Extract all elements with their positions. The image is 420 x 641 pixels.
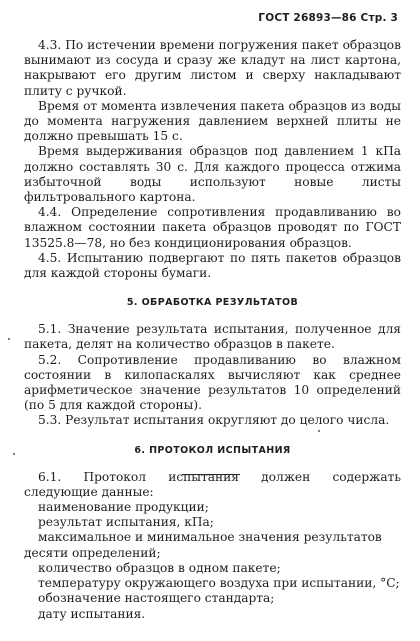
list-item: дату испытания.: [38, 606, 146, 621]
paragraph-5-1: 5.1. Значение результата испытания, полученное для пакета, делят на количество образцов в пакете.: [24, 322, 401, 352]
scan-speck: [8, 338, 10, 340]
page-header: ГОСТ 26893—86 Стр. 3: [258, 12, 398, 24]
paragraph-5-3: 5.3. Результат испытания округляют до целого числа.: [38, 413, 390, 428]
paragraph-5-2: 5.2. Сопротивление продавливанию во влажном состоянии в килопаскалях вычисляют как среднее арифметическое значение результатов 10 определений (по 5 для каждой стороны).: [24, 352, 401, 413]
scan-speck: [13, 453, 15, 455]
list-item: максимальное и минимальное значения результатов десяти определений;: [24, 530, 382, 560]
list-item: результат испытания, кПа;: [38, 515, 214, 530]
list-item: обозначение настоящего стандарта;: [38, 591, 275, 606]
protocol-item-list: [24, 500, 401, 622]
list-item: температуру окружающего воздуха при испытании, °С;: [38, 576, 400, 591]
paragraph-6-1: 6.1. Протокол испытания должен содержать следующие данные:: [24, 469, 401, 499]
section-6-heading: 6. ПРОТОКОЛ ИСПЫТАНИЯ: [134, 444, 291, 456]
paragraph-4-4: 4.4. Определение сопротивления продавливанию во влажном состоянии пакета образцов проводят по ГОСТ 13525.8—78, но без кондиционирования образцов.: [24, 205, 401, 250]
list-item: количество образцов в одном пакете;: [38, 560, 281, 575]
section-5-heading: 5. ОБРАБОТКА РЕЗУЛЬТАТОВ: [126, 297, 299, 309]
end-divider: [182, 474, 240, 475]
paragraph-4-3: 4.3. По истечении времени погружения пакет образцов вынимают из сосуда и сразу же кладут на лист картона, накрывают его другим листом и сверху накладывают плиту с ручкой.: [24, 38, 401, 98]
scan-speck: [318, 430, 320, 432]
document-body: [24, 38, 401, 622]
paragraph-4-3-time-limit: Время от момента извлечения пакета образцов из воды до момента нагружения давлением верхней плиты не должно превышать 15 с.: [24, 98, 401, 144]
paragraph-4-3-hold-time: Время выдерживания образцов под давлением 1 кПа должно составлять 30 с. Для каждого процесса отжима избыточной воды используют новые листы фильтровального картона.: [24, 144, 401, 205]
paragraph-4-5: 4.5. Испытанию подвергают по пять пакетов образцов для каждой стороны бумаги.: [24, 250, 401, 281]
list-item: наименование продукции;: [38, 500, 209, 515]
